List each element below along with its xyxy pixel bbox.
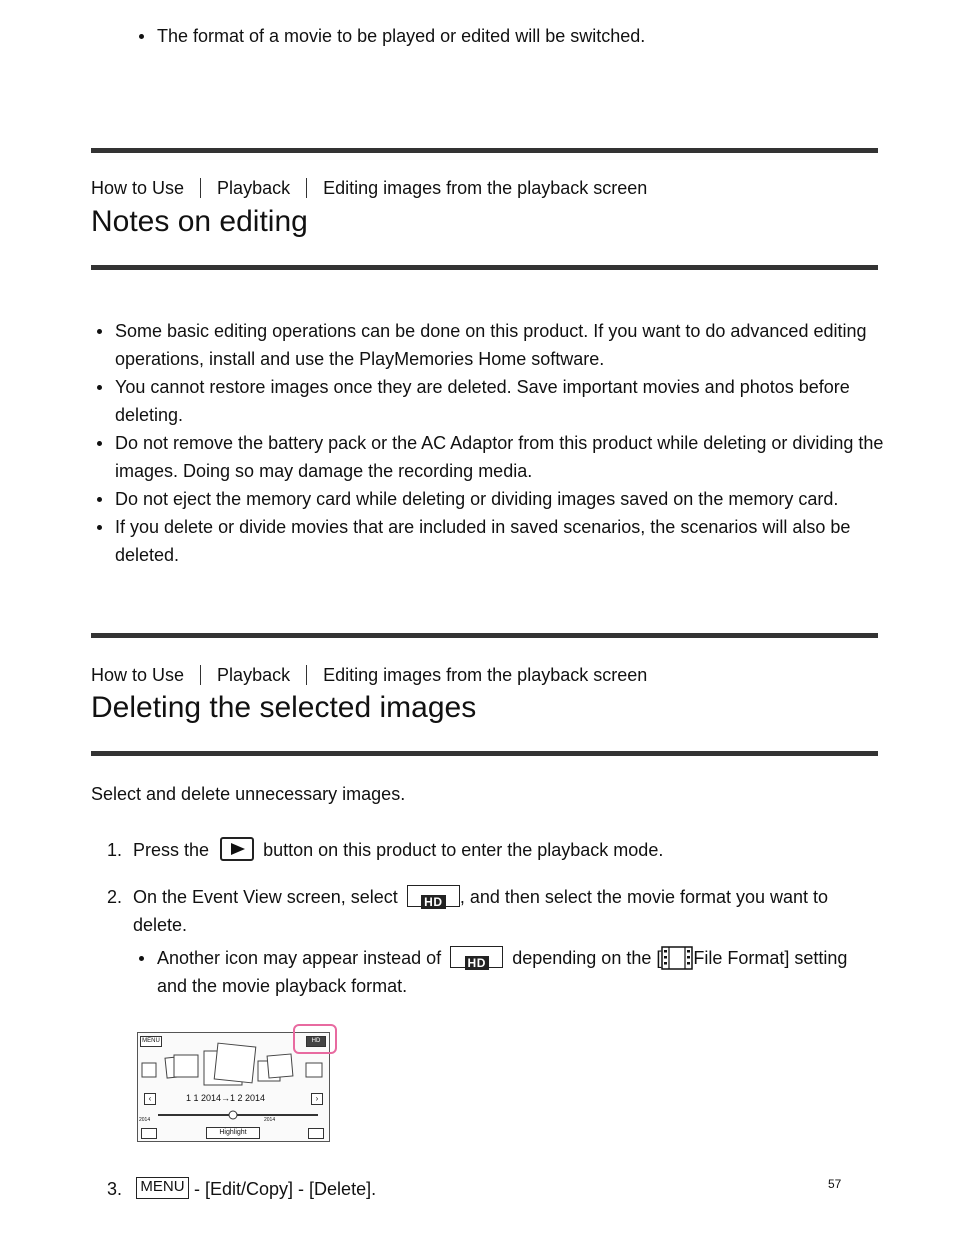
breadcrumb-separator — [306, 665, 307, 685]
notes-list — [115, 317, 885, 569]
hd-icon-label: HD — [421, 895, 445, 909]
section1-title: Notes on editing — [91, 205, 308, 238]
hd-format-icon — [407, 885, 460, 910]
section1-breadcrumb — [91, 176, 647, 200]
breadcrumb-item[interactable]: How to Use — [91, 665, 185, 685]
screen-back-button — [141, 1128, 157, 1139]
note-before: Another icon may appear instead of — [157, 948, 442, 968]
play-icon — [220, 837, 254, 861]
list-item: Some basic editing operations can be done on this product. If you want to do advanced editing operations, install and use the PlayMemories Home software. — [115, 317, 885, 373]
top-bullet: The format of a movie to be played or edited will be switched. — [157, 22, 645, 50]
note-after: File Format] setting and the movie playback format. — [157, 948, 848, 996]
film-icon — [661, 946, 693, 970]
intro-text: Select and delete unnecessary images. — [91, 784, 406, 804]
screen-highlight-button: Highlight — [206, 1127, 260, 1139]
screen-date-range: 1 1 2014→1 2 2014 — [186, 1093, 266, 1103]
breadcrumb-separator — [200, 178, 201, 198]
step1-before: Press the — [133, 840, 210, 860]
step-number: 3. — [107, 1179, 123, 1199]
hd-icon-label: HD — [465, 956, 489, 970]
section2-breadcrumb — [91, 663, 647, 687]
menu-icon: MENU — [136, 1177, 189, 1199]
screen-hd-button: HD — [306, 1036, 326, 1047]
list-item: You cannot restore images once they are deleted. Save important movies and photos before deleting. — [115, 373, 885, 429]
breadcrumb-separator — [200, 665, 201, 685]
screen-year-right: 2014 — [264, 1117, 276, 1123]
highlight-circle — [293, 1024, 337, 1054]
step-number: 1. — [107, 840, 123, 860]
list-item: If you delete or divide movies that are included in saved scenarios, the scenarios will also be deleted. — [115, 513, 885, 569]
breadcrumb-item[interactable]: Playback — [217, 665, 291, 685]
step2-text — [133, 883, 873, 939]
list-item: Do not eject the memory card while deleting or dividing images saved on the memory card. — [115, 485, 885, 513]
step3-text — [136, 1175, 736, 1203]
note-middle: depending on the [ — [512, 948, 662, 968]
breadcrumb-separator — [306, 178, 307, 198]
section2-top-rule — [91, 633, 878, 638]
step1-text — [133, 836, 873, 864]
section2-title: Deleting the selected images — [91, 691, 477, 724]
breadcrumb-item[interactable]: Playback — [217, 178, 291, 198]
page-number: 57 — [828, 1177, 842, 1191]
step3-after: - [Edit/Copy] - [Delete]. — [194, 1179, 377, 1199]
step1-after: button on this product to enter the playback mode. — [263, 840, 664, 860]
screen-next-button: › — [311, 1093, 323, 1105]
breadcrumb-item[interactable]: How to Use — [91, 178, 185, 198]
step2-before: On the Event View screen, select — [133, 887, 398, 907]
breadcrumb-item[interactable]: Editing images from the playback screen — [323, 178, 648, 198]
section1-top-rule — [91, 148, 878, 153]
film-icon-graphic — [661, 946, 693, 970]
section1-bottom-rule — [91, 265, 878, 270]
list-item: Do not remove the battery pack or the AC Adaptor from this product while deleting or dividing the images. Doing so may damage the recording media. — [115, 429, 885, 485]
breadcrumb-item[interactable]: Editing images from the playback screen — [323, 665, 648, 685]
step-number: 2. — [107, 887, 123, 907]
step2-after: , and then select the movie format you want to delete. — [133, 887, 829, 935]
screen-settings-button — [308, 1128, 324, 1139]
hd-format-icon — [450, 946, 503, 971]
screen-prev-button: ‹ — [144, 1093, 156, 1105]
screen-menu-button: MENU — [140, 1036, 162, 1047]
section2-bottom-rule — [91, 751, 878, 756]
step2-note — [157, 944, 882, 1000]
screen-year-left: 2014 — [139, 1117, 151, 1123]
